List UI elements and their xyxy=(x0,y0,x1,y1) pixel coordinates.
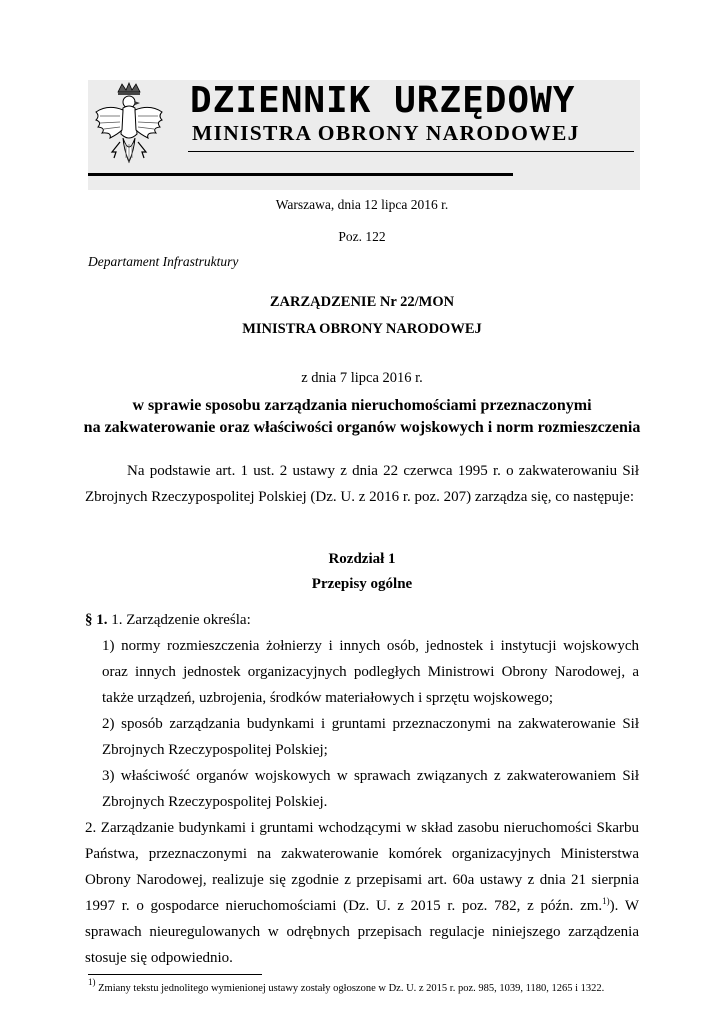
white-eagle-emblem-icon xyxy=(90,82,168,174)
paragraph-2-text: 2. Zarządzanie budynkami i gruntami wchodzącymi w skład zasobu nieruchomości Skarbu Państwa, przeznaczonymi na zakwaterowanie komórek organizacyjnych Ministerstwa Obrony Narodowej, realizuje się zgodnie z przepisami art. 60a ustawy z dnia 21 sierpnia 1997 r. o gospodarce nieruchomościami (Dz. U. z 2015 r. poz. 782, z późn. zm. xyxy=(85,820,639,914)
list-item: 2) sposób zarządzania budynkami i gruntami przeznaczonymi na zakwaterowanie Sił Zbrojnych Rzeczypospolitej Polskiej; xyxy=(102,716,639,758)
footnote xyxy=(88,977,648,994)
section-mark: § 1. xyxy=(85,612,108,628)
footnote-divider xyxy=(88,974,262,975)
position-number: Poz. 122 xyxy=(338,229,386,244)
header-divider xyxy=(88,173,513,176)
department-name: Departament Infrastruktury xyxy=(88,254,239,269)
journal-subtitle: MINISTRA OBRONY NARODOWEJ xyxy=(192,121,580,145)
section-1-intro-text: 1. Zarządzenie określa: xyxy=(107,612,251,628)
preamble: Na podstawie art. 1 ust. 2 ustawy z dnia 22 czerwca 1995 r. o zakwaterowaniu Sił Zbrojnych Rzeczypospolitej Polskiej (Dz. U. z 2016 r. poz. 207) zarządza się, co następuje: xyxy=(85,463,639,505)
footnote-reference[interactable]: 1) xyxy=(602,896,610,906)
list-item: 1) normy rozmieszczenia żołnierzy i innych osób, jednostek i instytucji wojskowych oraz innych jednostek organizacyjnych podległych Ministrowi Obrony Narodowej, a także urządzeń, uzbrojenia, środków materiałowych i sprzętu wojskowego; xyxy=(102,638,639,706)
masthead-divider xyxy=(188,151,634,152)
section-1-intro xyxy=(85,607,639,633)
place-date: Warszawa, dnia 12 lipca 2016 r. xyxy=(275,197,449,212)
chapter-title: Przepisy ogólne xyxy=(311,576,413,592)
chapter-number: Rozdział 1 xyxy=(328,551,396,567)
act-date: z dnia 7 lipca 2016 r. xyxy=(301,370,423,386)
act-subject-line1: w sprawie sposobu zarządzania nieruchomościami przeznaczonymi xyxy=(132,397,592,414)
footnote-number: 1) xyxy=(88,977,96,987)
list-item: 3) właściwość organów wojskowych w sprawach związanych z zakwaterowaniem Sił Zbrojnych Rzeczypospolitej Polskiej. xyxy=(102,768,639,810)
act-subject-line2: na zakwaterowanie oraz właściwości organów wojskowych i norm rozmieszczenia xyxy=(83,419,641,436)
paragraph-2-text-end: ). W sprawach nieuregulowanych w odrębnych przepisach regulacje niniejszego zarządzenia stosuje się odpowiednio. xyxy=(85,898,639,966)
section-1-paragraph-2 xyxy=(85,815,639,971)
act-title: ZARZĄDZENIE Nr 22/MON xyxy=(269,294,455,310)
journal-title: DZIENNIK URZĘDOWY xyxy=(190,80,576,121)
act-issuer: MINISTRA OBRONY NARODOWEJ xyxy=(242,321,482,337)
footnote-text: Zmiany tekstu jednolitego wymienionej ustawy zostały ogłoszone w Dz. U. z 2015 r. poz. 985, 1039, 1180, 1265 i 1322. xyxy=(95,983,605,994)
